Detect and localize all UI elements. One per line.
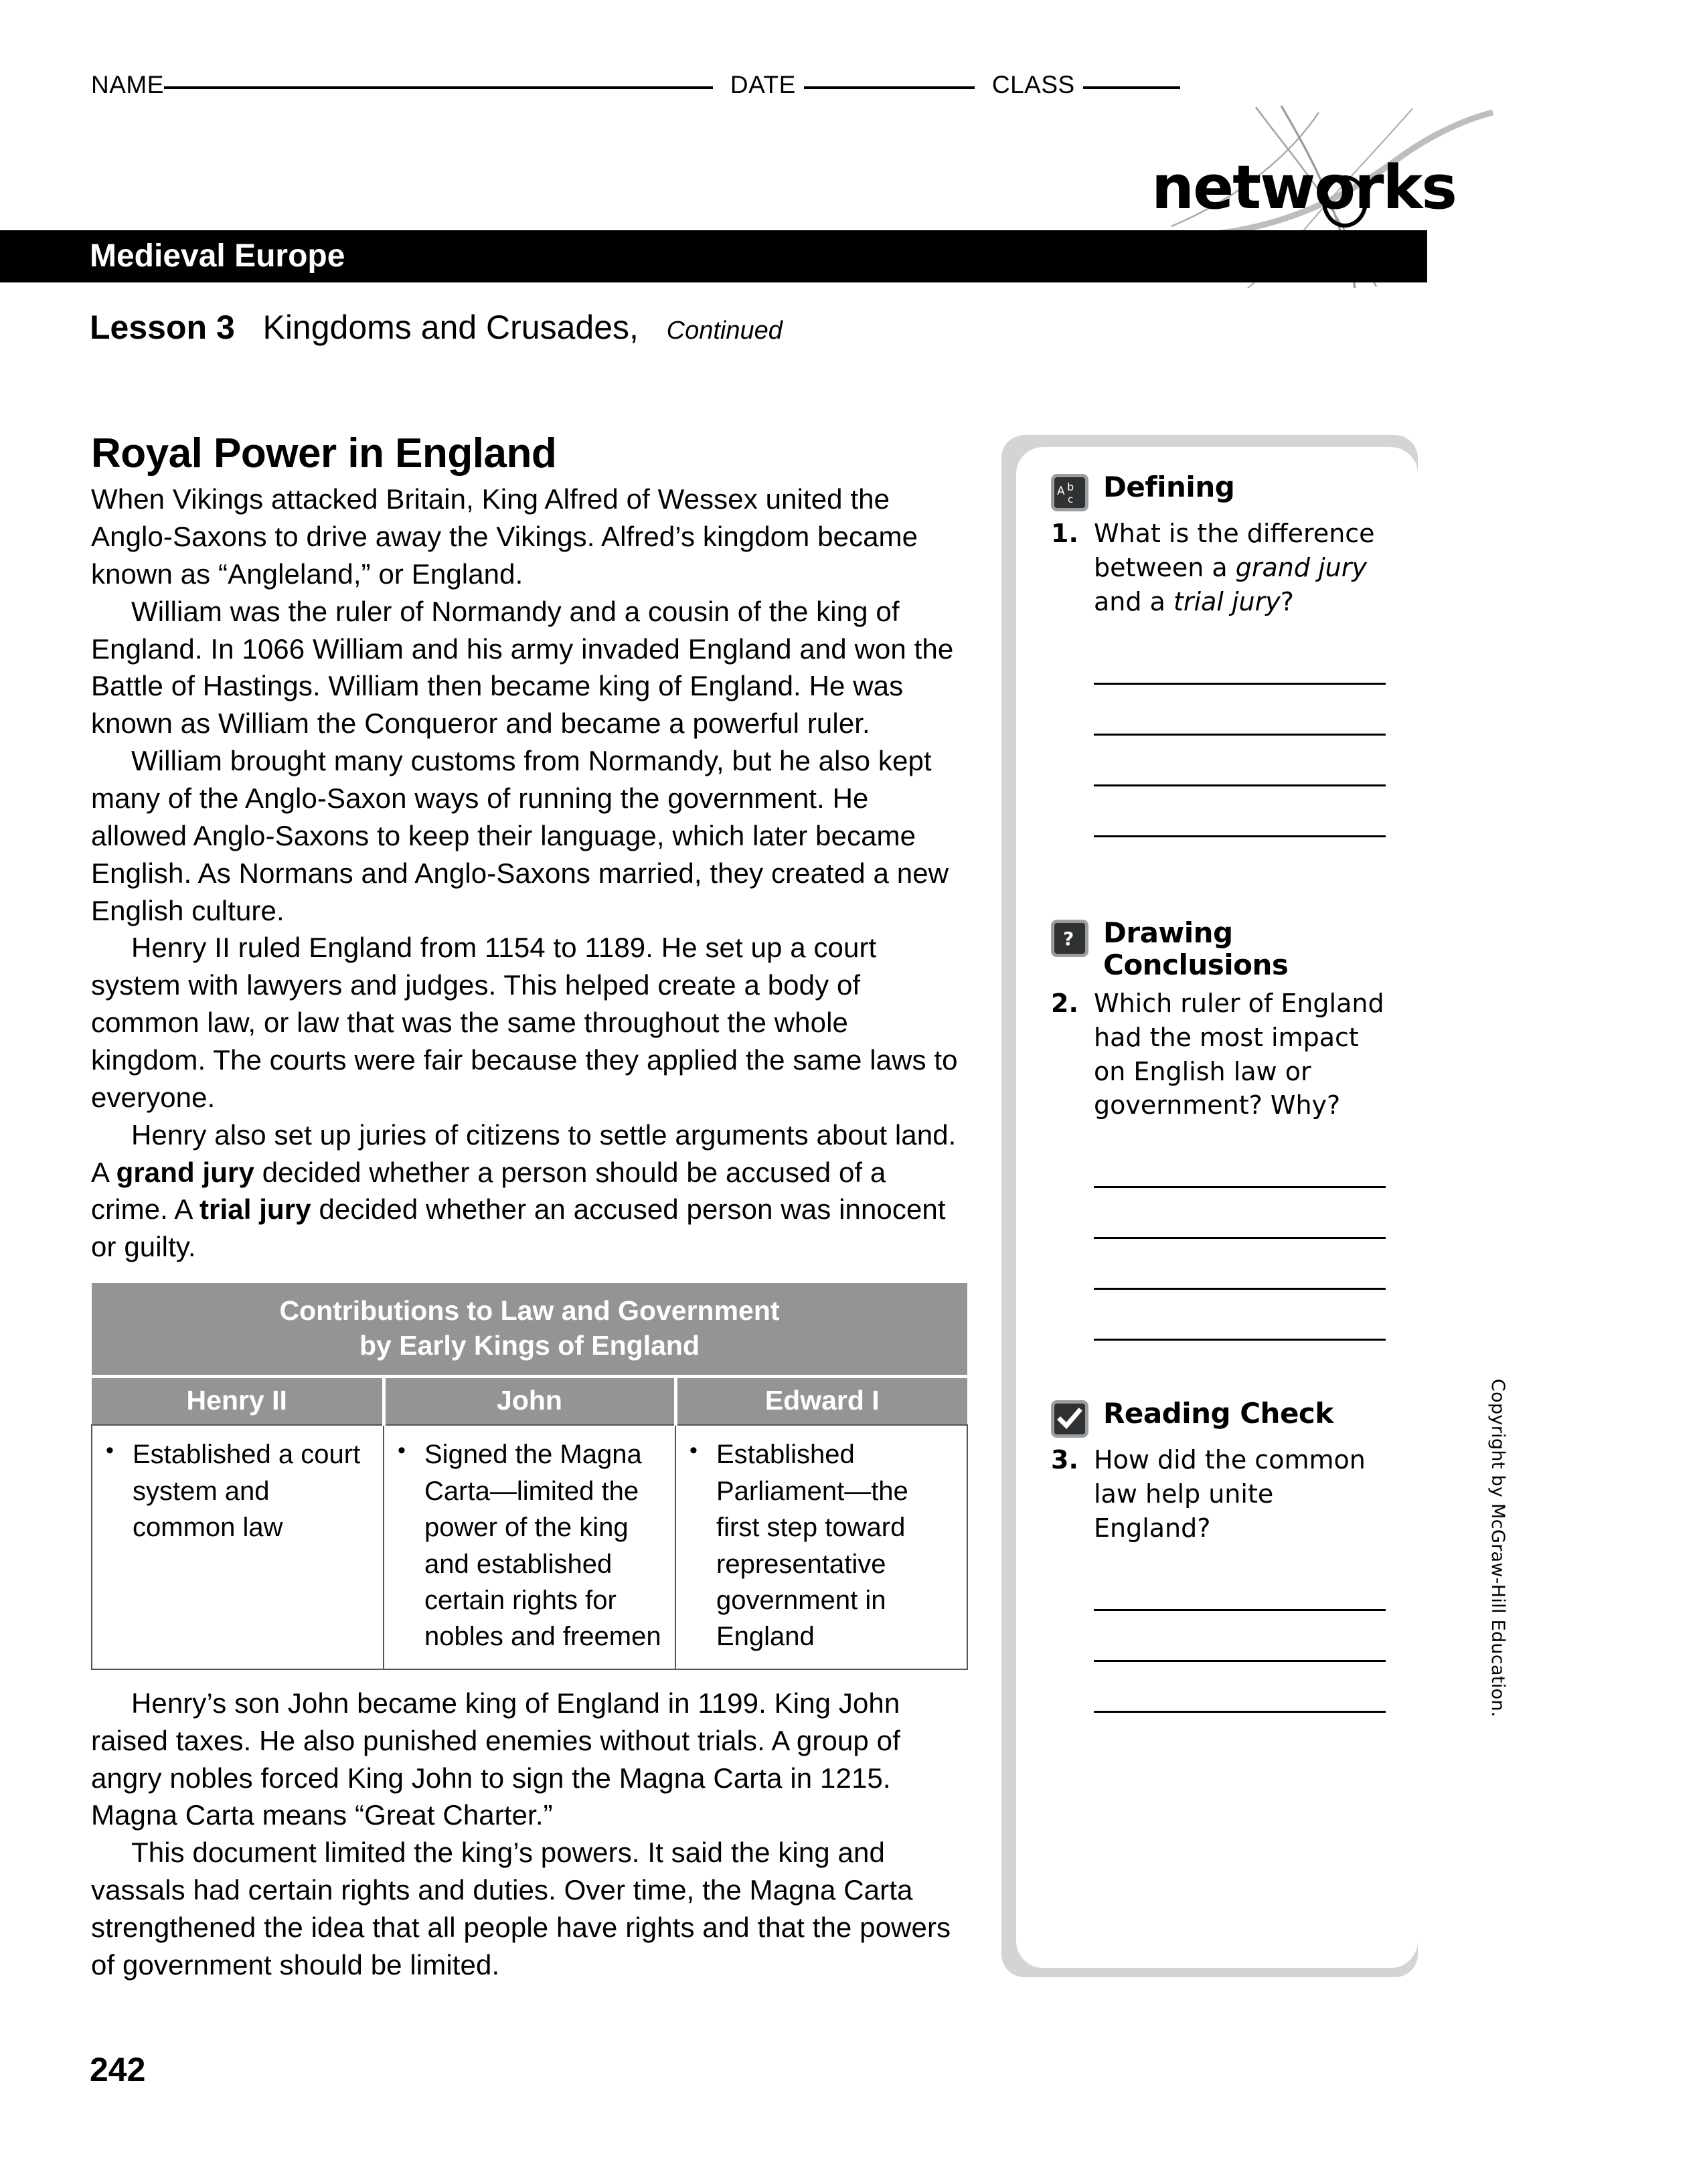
table-title-row	[92, 1283, 967, 1377]
question-number-1: 1.	[1051, 519, 1078, 548]
defining-header	[1051, 470, 1386, 511]
answer-line[interactable]	[1094, 786, 1386, 837]
date-input[interactable]	[804, 86, 975, 89]
sidebar-card	[1016, 447, 1418, 1968]
logo-target-ring	[1322, 175, 1368, 228]
svg-text:A: A	[1057, 485, 1065, 498]
defining-heading: Defining	[1103, 471, 1235, 503]
answer-line[interactable]	[1094, 634, 1386, 685]
question-number-2: 2.	[1051, 988, 1078, 1018]
sidebar-block-drawing-conclusions	[1051, 916, 1386, 1341]
cell-edward-i	[675, 1425, 967, 1669]
question-number-3: 3.	[1051, 1445, 1078, 1475]
page-number: 242	[90, 2051, 146, 2088]
paragraph-henry-ii: Henry II ruled England from 1154 to 1189. He set up a court system with lawyers and judges. This helped create a body of common law, or law that was the same throughout the whole kingdom. The courts were fair because they applied the same laws to everyone.	[91, 932, 958, 1113]
q1-part-a: What is the difference between a	[1094, 519, 1375, 582]
answer-line[interactable]	[1094, 1188, 1386, 1239]
question-mark-icon	[1051, 920, 1088, 957]
answer-line[interactable]	[1094, 1560, 1386, 1611]
svg-text:c: c	[1068, 493, 1074, 505]
lesson-number: Lesson 3	[90, 309, 235, 346]
list-item: • Established Parliament—the first step toward representative government in England	[716, 1436, 957, 1655]
q1-term-trial-jury: trial jury	[1173, 586, 1281, 616]
jury-text-mid: decided whether a person should be accused of a crime. A	[91, 1156, 886, 1226]
column-header-henry-ii: Henry II	[92, 1377, 384, 1426]
sidebar-block-defining	[1051, 470, 1386, 837]
copyright-notice: Copyright by McGraw-Hill Education.	[1487, 1379, 1508, 1717]
jury-text-pre: Henry also set up juries of citizens to settle arguments about land. A	[91, 1118, 957, 1188]
reading-check-header	[1051, 1396, 1386, 1438]
table-row	[92, 1425, 967, 1669]
question-text-3: How did the common law help unite England?	[1094, 1445, 1366, 1543]
paragraph-alfred: When Vikings attacked Britain, King Alfred of Wessex united the Anglo-Saxons to drive away the Vikings. Alfred’s kingdom became known as “Angleland,” or England.	[91, 483, 918, 590]
question-text-2: Which ruler of England had the most impact on English law or government? Why?	[1094, 988, 1384, 1120]
unit-title: Medieval Europe	[90, 238, 345, 274]
paragraph-king-john: Henry’s son John became king of England in 1199. King John raised taxes. He also punished enemies without trials. A group of angry nobles forced King John to sign the Magna Carta in 1215. Magna Carta means “Great Charter.”	[91, 1687, 900, 1831]
table-title-line2: by Early Kings of England	[359, 1329, 700, 1361]
answer-lines-2[interactable]	[1051, 1137, 1386, 1341]
answer-lines-3[interactable]	[1051, 1560, 1386, 1713]
answer-lines-1[interactable]	[1051, 634, 1386, 837]
column-header-john: John	[384, 1377, 675, 1426]
question-text-1	[1094, 517, 1386, 619]
paragraph-william-normandy: William was the ruler of Normandy and a cousin of the king of England. In 1066 William and his army invaded England and won the Battle of Hastings. William then became king of England. He was known as William the Conqueror and became a powerful ruler.	[91, 595, 954, 740]
svg-text:?: ?	[1063, 928, 1074, 950]
paragraph-juries	[91, 1116, 968, 1266]
answer-line[interactable]	[1094, 1611, 1386, 1662]
jury-text-post: decided whether an accused person was innocent or guilty.	[91, 1193, 946, 1263]
term-trial-jury: trial jury	[199, 1193, 311, 1226]
paragraph-william-customs: William brought many customs from Normandy, but he also kept many of the Anglo-Saxon ways of running the government. He allowed Anglo-Saxons to keep their language, which later became English. As Normans and Anglo-Saxons married, they created a new English culture.	[91, 745, 949, 926]
sidebar-block-reading-check	[1051, 1396, 1386, 1713]
reading-check-question	[1051, 1443, 1386, 1545]
lesson-continued-label: Continued	[666, 317, 783, 345]
drawing-conclusions-heading: Drawing Conclusions	[1103, 916, 1289, 981]
answer-line[interactable]	[1094, 685, 1386, 736]
table-title-cell	[92, 1283, 967, 1377]
abc-icon	[1051, 474, 1088, 511]
defining-question	[1051, 517, 1386, 619]
drawing-conclusions-header	[1051, 916, 1386, 981]
reading-check-heading: Reading Check	[1103, 1397, 1333, 1430]
cell-henry-ii	[92, 1425, 384, 1669]
q1-part-b: and a	[1094, 586, 1173, 616]
drawing-conclusions-question	[1051, 987, 1386, 1123]
page-title: Royal Power in England	[91, 430, 557, 477]
column-header-edward-i: Edward I	[675, 1377, 967, 1426]
class-input[interactable]	[1083, 86, 1180, 89]
main-content-column	[91, 432, 968, 1984]
q1-term-grand-jury: grand jury	[1235, 552, 1367, 582]
term-grand-jury: grand jury	[116, 1156, 254, 1188]
student-info-row	[91, 71, 1180, 99]
table-title-line1: Contributions to Law and Government	[279, 1295, 780, 1327]
name-label: NAME	[91, 71, 164, 98]
answer-line[interactable]	[1094, 1239, 1386, 1290]
date-label: DATE	[730, 71, 796, 98]
answer-line[interactable]	[1094, 1290, 1386, 1341]
class-label: CLASS	[991, 71, 1075, 98]
lesson-heading	[90, 308, 783, 347]
answer-line[interactable]	[1094, 736, 1386, 786]
answer-line[interactable]	[1094, 1662, 1386, 1713]
name-input[interactable]	[164, 86, 713, 89]
contributions-table	[91, 1283, 968, 1670]
logo-wordmark: networks	[1151, 153, 1456, 223]
checkmark-icon	[1051, 1400, 1088, 1438]
svg-text:b: b	[1067, 481, 1074, 493]
table-header-row	[92, 1377, 967, 1426]
list-item: • Signed the Magna Carta—limited the power of the king and established certain rights for nobles and freemen	[424, 1436, 665, 1655]
q1-part-c: ?	[1280, 586, 1294, 616]
answer-line[interactable]	[1094, 1137, 1386, 1188]
cell-john	[384, 1425, 675, 1669]
lesson-title: Kingdoms and Crusades,	[262, 309, 639, 346]
list-item: • Established a court system and common law	[133, 1436, 374, 1545]
paragraph-magna-carta: This document limited the king’s powers. It said the king and vassals had certain rights and duties. Over time, the Magna Carta strengthened the idea that all people have rights and that the powers of government should be limited.	[91, 1837, 951, 1981]
